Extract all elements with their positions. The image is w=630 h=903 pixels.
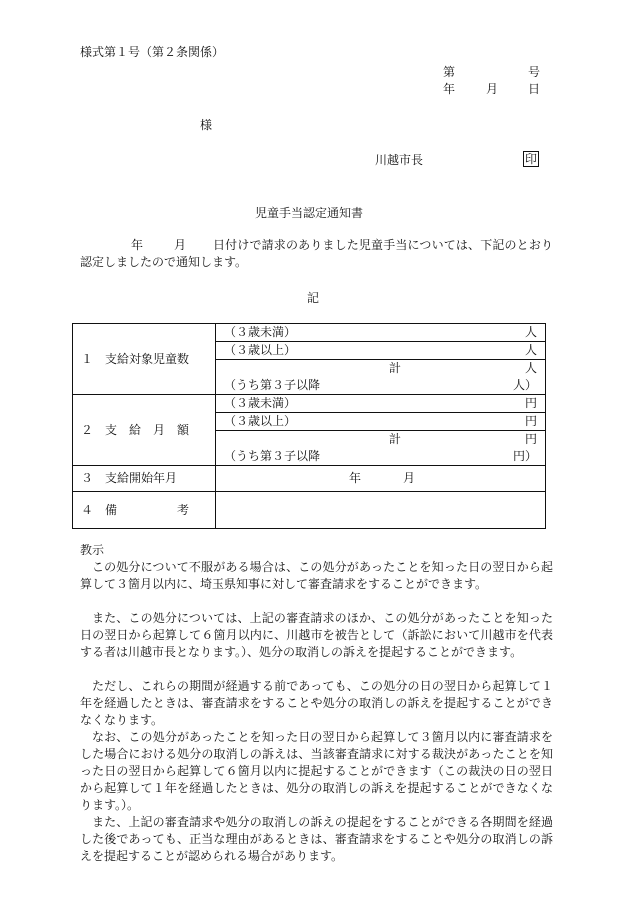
notice-paragraph: また、この処分については、上記の審査請求のほか、この処分があったことを知った日の翌日から起算して６箇月以内に、川越市を被告として（訴訟において川越市を代表する者は川越市長となります。）、処分の取消しの訴えを提起することができます。 bbox=[80, 611, 553, 659]
item-unit: 人 bbox=[524, 325, 537, 339]
table-cell bbox=[216, 360, 546, 378]
item-unit: 円 bbox=[524, 396, 537, 410]
notice-paragraph: なお、この処分があったことを知った日の翌日から起算して３箇月以内に審査請求をした場合における処分の取消しの訴えは、当該審査請求に対する裁決があったことを知った日の翌日から起算して６箇月以内に提起することができます（この裁決の日の翌日から起算して１年を経過したときは、処分の取消しの訴えを提起することができなくなります。）。 bbox=[80, 730, 553, 812]
item-label: 計 bbox=[388, 361, 401, 375]
item-unit: 円） bbox=[512, 449, 537, 463]
table-cell bbox=[216, 395, 546, 413]
start-year-unit: 年 bbox=[349, 471, 362, 485]
certification-table bbox=[72, 323, 546, 529]
item-unit: 人 bbox=[524, 361, 537, 375]
item-label: 計 bbox=[388, 432, 401, 446]
monthly-amount-label: ２ 支 給 月 額 bbox=[73, 395, 216, 466]
table-cell bbox=[216, 324, 546, 342]
table-cell bbox=[216, 342, 546, 360]
notice-paragraph: この処分について不服がある場合は、この処分があったことを知った日の翌日から起算して３箇月以内に、埼玉県知事に対して審査請求をすることができます。 bbox=[80, 560, 553, 591]
date-month: 月 bbox=[486, 82, 499, 96]
table-row-children-count bbox=[73, 324, 546, 342]
item-unit: 人 bbox=[524, 343, 537, 357]
issuer-name: 川越市長 bbox=[375, 153, 424, 167]
intro-year: 年 bbox=[131, 238, 144, 252]
seal-text: 印 bbox=[525, 152, 538, 166]
item-label: （３歳以上） bbox=[224, 343, 297, 357]
addressee-suffix: 様 bbox=[200, 118, 213, 132]
table-cell bbox=[216, 377, 546, 395]
notice-paragraph: また、上記の審査請求や処分の取消しの訴えの提起をすることができる各期間を経過した後であっても、正当な理由があるときは、審査請求をすることや処分の取消しの訴えを提起することが認められる場合があります。 bbox=[80, 815, 553, 863]
table-row-start-month bbox=[73, 466, 546, 492]
date-year: 年 bbox=[443, 82, 456, 96]
table-cell bbox=[216, 413, 546, 431]
item-label: （うち第３子以降 bbox=[224, 378, 321, 392]
number-prefix: 第 bbox=[443, 65, 456, 79]
table-row-remarks bbox=[73, 492, 546, 529]
table-row-monthly-amount bbox=[73, 395, 546, 413]
date-day: 日 bbox=[528, 82, 541, 96]
item-label: （３歳未満） bbox=[224, 396, 297, 410]
document-title: 児童手当認定通知書 bbox=[255, 206, 364, 220]
ki-mark: 記 bbox=[307, 291, 320, 305]
table-cell bbox=[216, 466, 546, 492]
intro-month: 月 bbox=[174, 238, 187, 252]
start-month-unit: 月 bbox=[403, 471, 416, 485]
item-label: （うち第３子以降 bbox=[224, 449, 321, 463]
remarks-value bbox=[216, 492, 546, 529]
start-month-label: ３ 支給開始年月 bbox=[73, 466, 216, 492]
notice-paragraph: ただし、これらの期間が経過する前であっても、この処分の日の翌日から起算して１年を経過したときは、審査請求をすることや処分の取消しの訴えを提起することができなくなります。 bbox=[80, 679, 553, 727]
notice-heading: 教示 bbox=[80, 543, 105, 557]
item-unit: 円 bbox=[524, 414, 537, 428]
form-label: 様式第１号（第２条関係） bbox=[80, 45, 225, 59]
intro-text: 日付けで請求のありました児童手当については、下記のとおり認定しましたので通知します。 bbox=[80, 238, 553, 269]
seal-mark bbox=[523, 151, 539, 168]
remarks-label: ４ 備 考 bbox=[73, 492, 216, 529]
table-cell bbox=[216, 448, 546, 466]
item-label: （３歳未満） bbox=[224, 325, 297, 339]
item-unit: 人） bbox=[512, 378, 537, 392]
item-unit: 円 bbox=[524, 432, 537, 446]
number-suffix: 号 bbox=[528, 65, 541, 79]
item-label: （３歳以上） bbox=[224, 414, 297, 428]
table-cell bbox=[216, 431, 546, 449]
children-count-label: １ 支給対象児童数 bbox=[73, 324, 216, 395]
